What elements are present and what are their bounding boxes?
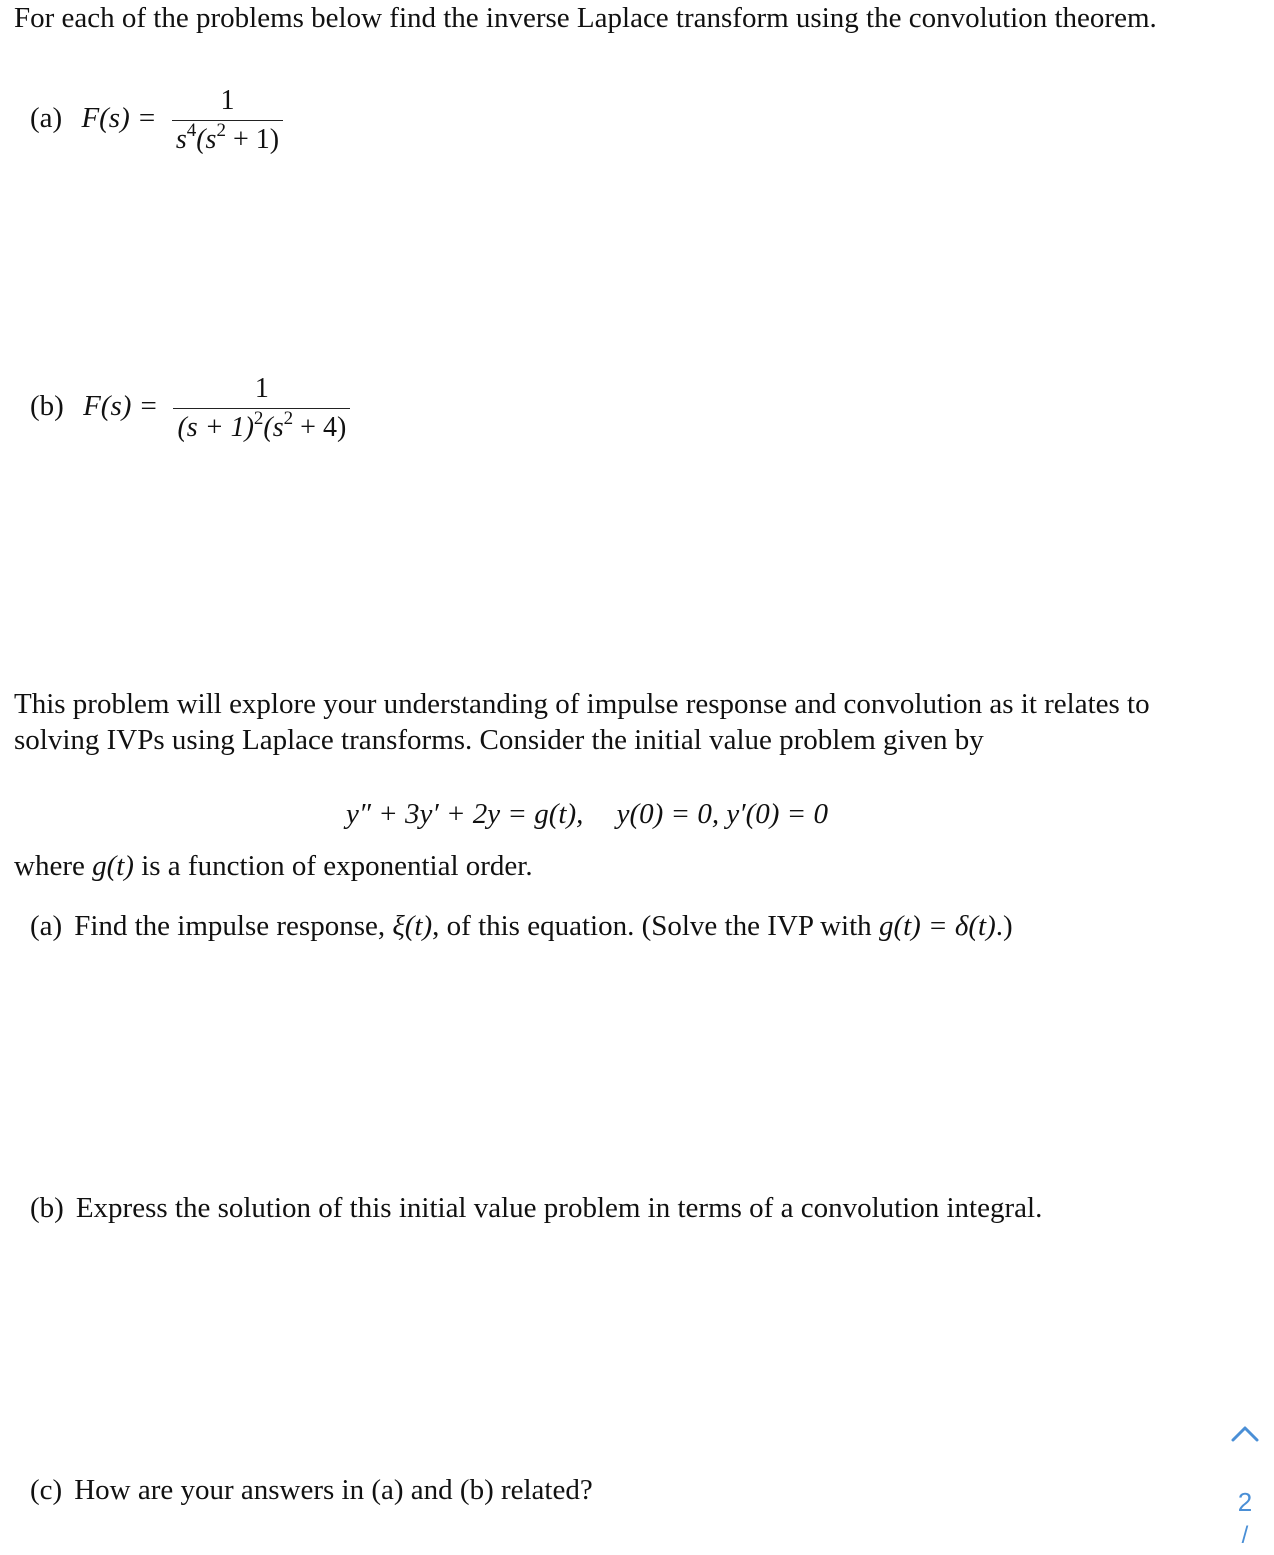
problem-2b: (b) Express the solution of this initial value problem in terms of a convolution integral. — [30, 1192, 1043, 1224]
problem-1a — [30, 86, 283, 155]
problem-1a-denominator: $s^4(s^2 + 1)$ — [175, 119, 280, 155]
page-number: 2 — [1237, 1487, 1253, 1517]
problem-1b-label: (b) — [30, 390, 64, 423]
impulse-intro-paragraph: This problem will explore your understanding of impulse response and convolution as it relates to solving IVPs using Laplace transforms. Consider the initial value problem given by — [14, 688, 1150, 756]
problem-2c: (c) How are your answers in (a) and (b) related? — [30, 1474, 593, 1506]
ivp-ode: y″ + 3y′ + 2y = g(t), — [346, 798, 584, 830]
problem-1b-lhs: F(s) = — [83, 390, 159, 423]
intro-paragraph: For each of the problems below find the inverse Laplace transform using the convolution theorem. — [14, 2, 1157, 34]
ivp-initial-conditions: y(0) = 0, y′(0) = 0 — [616, 798, 828, 830]
impulse-response-symbol: ξ(t) — [392, 910, 433, 942]
problem-2a: (a) Find the impulse response, ξ(t), of this equation. (Solve the IVP with g(t) = δ(t).) — [30, 910, 1013, 942]
page-separator: / — [1241, 1522, 1249, 1549]
problem-1a-lhs: F(s) = — [81, 102, 157, 135]
problem-2b-label: (b) — [30, 1192, 64, 1224]
problem-2c-label: (c) — [30, 1474, 63, 1506]
ivp-equation — [346, 796, 828, 832]
problem-1a-numerator: 1 — [172, 86, 283, 121]
page-up-button[interactable] — [1228, 1422, 1262, 1452]
problem-1a-fraction — [172, 86, 283, 155]
problem-1b-denominator: $(s + 1)^2(s^2 + 4)$ — [177, 407, 347, 443]
chevron-up-icon — [1230, 1422, 1260, 1444]
g-of-t: g(t) — [92, 850, 134, 882]
delta-condition: g(t) = δ(t) — [878, 910, 996, 942]
problem-1b-numerator: 1 — [173, 374, 350, 409]
problem-1b-fraction — [173, 374, 350, 443]
where-line: where g(t) is a function of exponential order. — [14, 850, 533, 882]
problem-2a-label: (a) — [30, 910, 63, 942]
problem-1b — [30, 374, 350, 443]
problem-1a-label: (a) — [30, 102, 63, 135]
